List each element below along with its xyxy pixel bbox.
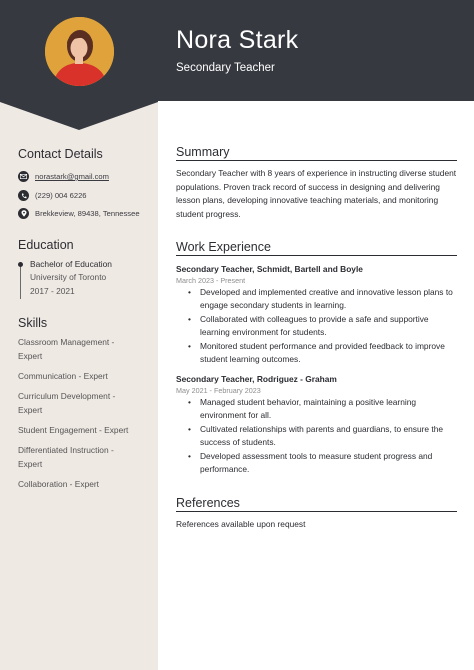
skill-item: Collaboration - Expert [18,479,99,489]
mail-icon [18,171,29,182]
contact-email-row [18,171,109,182]
summary-heading: Summary [176,145,457,161]
experience-heading: Work Experience [176,240,457,256]
bullet-item: • Monitored student performance and provided feedback to improve student learning outcomes. [188,340,458,367]
job-dates: March 2023 - Present [176,276,246,285]
bullet-item: • Collaborated with colleagues to provide a safe and supportive learning environment for students. [188,313,458,340]
job-title: Secondary Teacher, Rodriguez - Graham [176,374,337,384]
education-entry [18,259,148,299]
timeline-dot [18,262,23,267]
header-notch [0,100,158,130]
address: Brekkeview, 89438, Tennessee [35,209,140,218]
timeline-line [20,264,21,299]
job-title: Secondary Teacher, Schmidt, Bartell and Boyle [176,264,363,274]
degree: Bachelor of Education [30,259,112,269]
phone-icon [18,190,29,201]
phone-number: (229) 004 6226 [35,191,87,200]
location-pin-icon [18,208,29,219]
bullet-item: • Cultivated relationships with parents and guardians, to ensure the success of students. [188,423,458,450]
references-text: References available upon request [176,519,306,529]
skill-item: Communication - Expert [18,371,108,381]
summary-text: Secondary Teacher with 8 years of experience in instructing diverse student populations. Proven track record of success in designing and delivering lesson plans, developing innovative teaching materials, and monitoring student progress. [176,168,457,219]
skills-heading: Skills [18,316,48,330]
skill-item: Student Engagement - Expert [18,425,129,435]
references-heading: References [176,496,457,512]
email-link[interactable]: norastark@gmail.com [35,172,109,181]
school: University of Toronto [30,272,107,282]
contact-heading: Contact Details [18,147,103,161]
skill-item: Curriculum Development - Expert [18,391,116,415]
bullet-item: • Developed assessment tools to measure student progress and performance. [188,450,458,477]
bullet-item: • Managed student behavior, maintaining a positive learning environment for all. [188,396,458,423]
education-years: 2017 - 2021 [30,286,75,296]
contact-phone-row [18,190,87,201]
job-bullets [188,286,458,366]
bullet-item: • Developed and implemented creative and innovative lesson plans to engage secondary students in learning. [188,286,458,313]
job-bullets [188,396,458,476]
skill-item: Differentiated Instruction - Expert [18,445,114,469]
profile-photo [45,17,114,86]
candidate-name: Nora Stark [176,26,299,54]
skill-item: Classroom Management - Expert [18,337,115,361]
education-heading: Education [18,238,74,252]
contact-address-row [18,208,140,219]
job-dates: May 2021 - February 2023 [176,386,261,395]
candidate-title: Secondary Teacher [176,62,275,74]
